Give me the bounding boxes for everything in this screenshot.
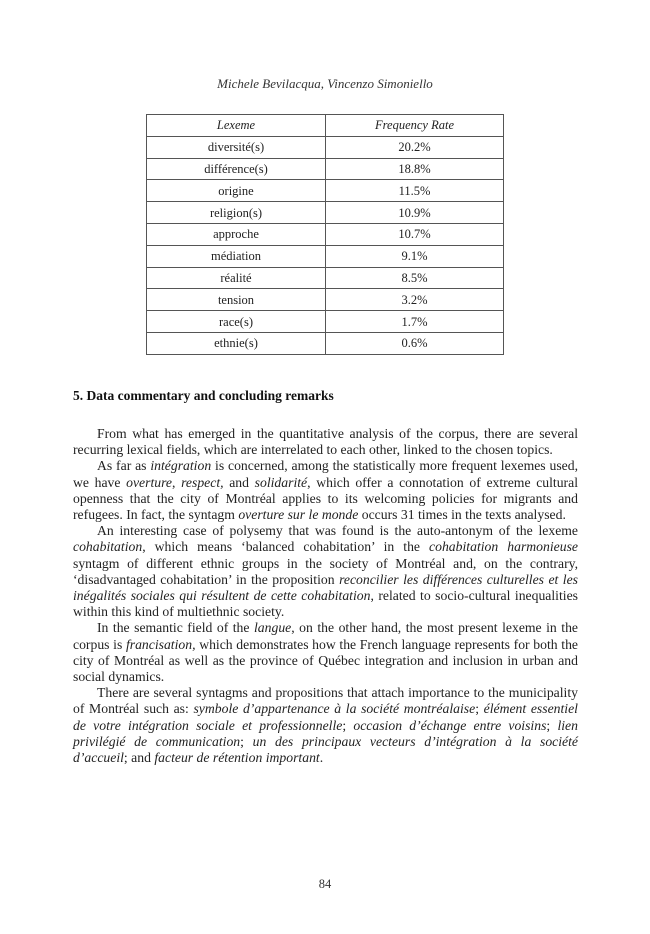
text-run: is concerned, among the statistically more frequent lexemes used, we have <box>73 458 578 490</box>
text-run: , which means ‘balanced cohabitation’ in the <box>142 539 430 555</box>
italic-term: solidarité <box>254 474 308 490</box>
text-run: , related to socio-cultural inequalities within this kind of multiethnic society. <box>73 588 578 620</box>
body-paragraph <box>73 426 578 458</box>
italic-term: francisation, <box>125 636 196 652</box>
table-row <box>147 245 504 267</box>
section-heading: 5. Data commentary and concluding remarks <box>73 388 334 403</box>
table-header-row <box>147 115 504 137</box>
text-run: ; <box>546 717 558 733</box>
italic-term: symbole d’appartenance à la société montréalaise <box>193 701 476 717</box>
text-run: As far as <box>97 458 151 474</box>
text-run: , <box>172 474 182 490</box>
body-text <box>73 426 578 766</box>
frequency-cell: 10.9% <box>326 202 504 224</box>
italic-term: intégration <box>150 458 212 474</box>
lexeme-cell: origine <box>147 180 326 202</box>
lexeme-cell: diversité(s) <box>147 136 326 158</box>
text-run: ; <box>475 701 484 717</box>
italic-term: overture sur le monde <box>238 507 359 523</box>
frequency-cell: 18.8% <box>326 158 504 180</box>
text-run: From what has emerged in the quantitative analysis of the corpus, there are several recurring lexical fields, which are interrelated to each other, linked to the chosen topics. <box>73 426 578 458</box>
italic-term: cohabitation <box>73 539 143 555</box>
table-row <box>147 289 504 311</box>
text-run: There are several syntagms and propositions that attach importance to the municipality of Montréal such as: <box>73 685 578 717</box>
italic-term: un des principaux vecteurs d’intégration à la société d’accueil <box>73 733 579 766</box>
body-paragraph <box>73 685 578 766</box>
table-row <box>147 223 504 245</box>
running-head: Michele Bevilacqua, Vincenzo Simoniello <box>217 76 433 91</box>
frequency-cell: 0.6% <box>326 332 504 354</box>
text-run: In the semantic field of the <box>97 620 254 636</box>
text-run: ; <box>342 717 354 733</box>
body-paragraph <box>73 620 578 685</box>
text-run: , on the other hand, the most present lexeme in the corpus is <box>73 620 578 652</box>
frequency-cell: 3.2% <box>326 289 504 311</box>
italic-term: élément essentiel de votre intégration sociale et professionnelle <box>73 701 578 733</box>
table-row <box>147 311 504 333</box>
italic-term: occasion d’échange entre voisins <box>353 717 547 733</box>
text-run: syntagm of different ethnic groups in the society of Montréal and, on the contrary, ‘disadvantaged cohabitation’ in the proposition <box>73 555 578 587</box>
lexeme-cell: réalité <box>147 267 326 289</box>
italic-term: langue <box>253 620 292 636</box>
italic-term: respect, <box>181 474 224 490</box>
table-row <box>147 180 504 202</box>
body-paragraph <box>73 458 578 523</box>
text-run: which demonstrates how the French language represents for both the city of Montréal as well as the province of Québec integration and inclusion in urban and social dynamics. <box>73 636 578 685</box>
text-run: , which offer a connotation of extreme cultural openness that the city of Montréal applies to its welcoming policies for migrants and refugees. In fact, the syntagm <box>73 474 578 523</box>
lexeme-cell: religion(s) <box>147 202 326 224</box>
table-row <box>147 158 504 180</box>
column-header-lexeme: Lexeme <box>147 115 326 137</box>
page-number: 84 <box>318 877 332 891</box>
frequency-cell: 20.2% <box>326 136 504 158</box>
italic-term: lien privilégié de communication <box>73 717 578 749</box>
italic-term: cohabitation harmonieuse <box>429 539 578 555</box>
frequency-cell: 1.7% <box>326 311 504 333</box>
text-run: . <box>319 750 324 766</box>
text-run: ; and <box>123 750 155 766</box>
lexeme-cell: approche <box>147 223 326 245</box>
lexeme-cell: médiation <box>147 245 326 267</box>
frequency-cell: 8.5% <box>326 267 504 289</box>
frequency-cell: 10.7% <box>326 223 504 245</box>
text-run: and <box>223 474 255 490</box>
lexeme-cell: différence(s) <box>147 158 326 180</box>
column-header-frequency-rate: Frequency Rate <box>326 115 504 137</box>
lexeme-cell: race(s) <box>147 311 326 333</box>
italic-term: reconcilier les différences culturelles et les inégalités sociales qui résultent de cette cohabitation <box>73 571 579 604</box>
italic-term: overture <box>126 474 173 490</box>
frequency-cell: 9.1% <box>326 245 504 267</box>
table-body <box>147 136 504 354</box>
frequency-cell: 11.5% <box>326 180 504 202</box>
italic-term: facteur de rétention important <box>154 750 320 766</box>
text-run: occurs 31 times in the texts analysed. <box>358 507 566 523</box>
lexeme-cell: tension <box>147 289 326 311</box>
table-row <box>147 267 504 289</box>
text-run: An interesting case of polysemy that was found is the auto-antonym of the lexeme <box>97 523 578 539</box>
lexeme-cell: ethnie(s) <box>147 332 326 354</box>
table-row <box>147 332 504 354</box>
table-row <box>147 202 504 224</box>
table-row <box>147 136 504 158</box>
text-run: ; <box>240 733 253 749</box>
frequency-table <box>146 114 504 355</box>
body-paragraph <box>73 523 578 620</box>
